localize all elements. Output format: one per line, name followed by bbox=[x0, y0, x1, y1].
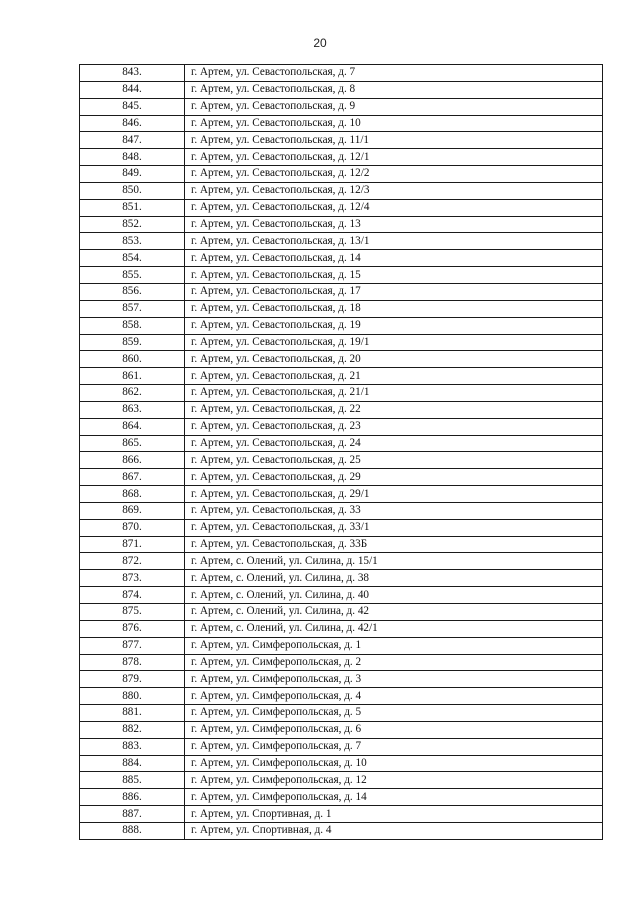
table-row bbox=[80, 486, 603, 503]
address-cell: г. Артем, ул. Спортивная, д. 4 bbox=[185, 822, 603, 839]
row-number: 876. bbox=[80, 620, 185, 637]
table-row bbox=[80, 772, 603, 789]
row-number: 845. bbox=[80, 98, 185, 115]
row-number: 878. bbox=[80, 654, 185, 671]
table-row bbox=[80, 721, 603, 738]
address-cell: г. Артем, ул. Севастопольская, д. 15 bbox=[185, 267, 603, 284]
row-number: 866. bbox=[80, 452, 185, 469]
address-cell: г. Артем, ул. Севастопольская, д. 11/1 bbox=[185, 132, 603, 149]
address-cell: г. Артем, с. Олений, ул. Силина, д. 42 bbox=[185, 604, 603, 621]
row-number: 852. bbox=[80, 216, 185, 233]
address-cell: г. Артем, ул. Севастопольская, д. 19/1 bbox=[185, 334, 603, 351]
row-number: 863. bbox=[80, 401, 185, 418]
row-number: 849. bbox=[80, 166, 185, 183]
address-cell: г. Артем, ул. Севастопольская, д. 23 bbox=[185, 418, 603, 435]
table-row bbox=[80, 283, 603, 300]
address-cell: г. Артем, ул. Симферопольская, д. 6 bbox=[185, 721, 603, 738]
row-number: 861. bbox=[80, 368, 185, 385]
table-row bbox=[80, 587, 603, 604]
address-cell: г. Артем, ул. Севастопольская, д. 12/4 bbox=[185, 199, 603, 216]
table-row bbox=[80, 368, 603, 385]
row-number: 870. bbox=[80, 519, 185, 536]
table-row bbox=[80, 755, 603, 772]
address-cell: г. Артем, с. Олений, ул. Силина, д. 42/1 bbox=[185, 620, 603, 637]
row-number: 865. bbox=[80, 435, 185, 452]
address-cell: г. Артем, ул. Севастопольская, д. 17 bbox=[185, 283, 603, 300]
row-number: 888. bbox=[80, 822, 185, 839]
table-row bbox=[80, 401, 603, 418]
table-row bbox=[80, 317, 603, 334]
page-number: 20 bbox=[313, 36, 327, 50]
address-cell: г. Артем, ул. Севастопольская, д. 21/1 bbox=[185, 385, 603, 402]
address-cell: г. Артем, ул. Симферопольская, д. 14 bbox=[185, 789, 603, 806]
address-cell: г. Артем, ул. Севастопольская, д. 33 bbox=[185, 502, 603, 519]
table-row bbox=[80, 705, 603, 722]
row-number: 868. bbox=[80, 486, 185, 503]
row-number: 853. bbox=[80, 233, 185, 250]
address-cell: г. Артем, ул. Севастопольская, д. 14 bbox=[185, 250, 603, 267]
row-number: 883. bbox=[80, 738, 185, 755]
table-row bbox=[80, 334, 603, 351]
table-row bbox=[80, 620, 603, 637]
row-number: 857. bbox=[80, 300, 185, 317]
row-number: 875. bbox=[80, 604, 185, 621]
address-cell: г. Артем, ул. Севастопольская, д. 33/1 bbox=[185, 519, 603, 536]
row-number: 856. bbox=[80, 283, 185, 300]
address-cell: г. Артем, ул. Севастопольская, д. 25 bbox=[185, 452, 603, 469]
table-row bbox=[80, 806, 603, 823]
address-cell: г. Артем, ул. Севастопольская, д. 7 bbox=[185, 65, 603, 82]
table-row bbox=[80, 435, 603, 452]
address-cell: г. Артем, ул. Севастопольская, д. 13 bbox=[185, 216, 603, 233]
address-cell: г. Артем, ул. Севастопольская, д. 24 bbox=[185, 435, 603, 452]
table-row bbox=[80, 300, 603, 317]
row-number: 869. bbox=[80, 502, 185, 519]
row-number: 872. bbox=[80, 553, 185, 570]
address-cell: г. Артем, ул. Севастопольская, д. 21 bbox=[185, 368, 603, 385]
table-row bbox=[80, 570, 603, 587]
address-cell: г. Артем, ул. Севастопольская, д. 18 bbox=[185, 300, 603, 317]
row-number: 848. bbox=[80, 149, 185, 166]
table-row bbox=[80, 637, 603, 654]
address-cell: г. Артем, ул. Севастопольская, д. 29/1 bbox=[185, 486, 603, 503]
table-row bbox=[80, 502, 603, 519]
address-cell: г. Артем, ул. Севастопольская, д. 29 bbox=[185, 469, 603, 486]
table-row bbox=[80, 98, 603, 115]
address-cell: г. Артем, ул. Севастопольская, д. 8 bbox=[185, 81, 603, 98]
row-number: 871. bbox=[80, 536, 185, 553]
table-row bbox=[80, 654, 603, 671]
row-number: 874. bbox=[80, 587, 185, 604]
row-number: 854. bbox=[80, 250, 185, 267]
row-number: 885. bbox=[80, 772, 185, 789]
table-row bbox=[80, 671, 603, 688]
address-table bbox=[79, 64, 603, 840]
row-number: 882. bbox=[80, 721, 185, 738]
table-row bbox=[80, 65, 603, 82]
address-cell: г. Артем, ул. Севастопольская, д. 12/3 bbox=[185, 182, 603, 199]
table-row bbox=[80, 469, 603, 486]
row-number: 851. bbox=[80, 199, 185, 216]
address-cell: г. Артем, с. Олений, ул. Силина, д. 15/1 bbox=[185, 553, 603, 570]
row-number: 887. bbox=[80, 806, 185, 823]
row-number: 884. bbox=[80, 755, 185, 772]
table-row bbox=[80, 519, 603, 536]
table-row bbox=[80, 166, 603, 183]
address-table-body bbox=[80, 65, 603, 840]
table-row bbox=[80, 351, 603, 368]
table-row bbox=[80, 233, 603, 250]
row-number: 850. bbox=[80, 182, 185, 199]
address-cell: г. Артем, ул. Севастопольская, д. 19 bbox=[185, 317, 603, 334]
table-row bbox=[80, 216, 603, 233]
address-cell: г. Артем, ул. Симферопольская, д. 5 bbox=[185, 705, 603, 722]
address-cell: г. Артем, ул. Севастопольская, д. 10 bbox=[185, 115, 603, 132]
table-row bbox=[80, 385, 603, 402]
row-number: 860. bbox=[80, 351, 185, 368]
table-row bbox=[80, 604, 603, 621]
row-number: 879. bbox=[80, 671, 185, 688]
table-row bbox=[80, 182, 603, 199]
table-row bbox=[80, 452, 603, 469]
address-cell: г. Артем, ул. Севастопольская, д. 12/2 bbox=[185, 166, 603, 183]
table-row bbox=[80, 418, 603, 435]
address-cell: г. Артем, ул. Севастопольская, д. 13/1 bbox=[185, 233, 603, 250]
address-cell: г. Артем, ул. Севастопольская, д. 33Б bbox=[185, 536, 603, 553]
table-row bbox=[80, 822, 603, 839]
table-row bbox=[80, 789, 603, 806]
address-cell: г. Артем, ул. Севастопольская, д. 22 bbox=[185, 401, 603, 418]
address-cell: г. Артем, ул. Севастопольская, д. 20 bbox=[185, 351, 603, 368]
row-number: 847. bbox=[80, 132, 185, 149]
address-cell: г. Артем, ул. Симферопольская, д. 7 bbox=[185, 738, 603, 755]
row-number: 877. bbox=[80, 637, 185, 654]
table-row bbox=[80, 536, 603, 553]
table-row bbox=[80, 132, 603, 149]
row-number: 855. bbox=[80, 267, 185, 284]
table-row bbox=[80, 149, 603, 166]
address-cell: г. Артем, ул. Севастопольская, д. 9 bbox=[185, 98, 603, 115]
table-row bbox=[80, 688, 603, 705]
address-cell: г. Артем, ул. Симферопольская, д. 1 bbox=[185, 637, 603, 654]
address-cell: г. Артем, ул. Симферопольская, д. 3 bbox=[185, 671, 603, 688]
row-number: 843. bbox=[80, 65, 185, 82]
address-cell: г. Артем, ул. Севастопольская, д. 12/1 bbox=[185, 149, 603, 166]
row-number: 880. bbox=[80, 688, 185, 705]
address-cell: г. Артем, ул. Симферопольская, д. 12 bbox=[185, 772, 603, 789]
table-row bbox=[80, 199, 603, 216]
table-row bbox=[80, 553, 603, 570]
row-number: 846. bbox=[80, 115, 185, 132]
address-cell: г. Артем, с. Олений, ул. Силина, д. 38 bbox=[185, 570, 603, 587]
row-number: 873. bbox=[80, 570, 185, 587]
table-row bbox=[80, 250, 603, 267]
row-number: 881. bbox=[80, 705, 185, 722]
row-number: 862. bbox=[80, 385, 185, 402]
table-row bbox=[80, 267, 603, 284]
row-number: 859. bbox=[80, 334, 185, 351]
address-cell: г. Артем, с. Олений, ул. Силина, д. 40 bbox=[185, 587, 603, 604]
row-number: 858. bbox=[80, 317, 185, 334]
address-cell: г. Артем, ул. Спортивная, д. 1 bbox=[185, 806, 603, 823]
row-number: 844. bbox=[80, 81, 185, 98]
address-cell: г. Артем, ул. Симферопольская, д. 2 bbox=[185, 654, 603, 671]
table-row bbox=[80, 738, 603, 755]
row-number: 886. bbox=[80, 789, 185, 806]
table-row bbox=[80, 115, 603, 132]
table-row bbox=[80, 81, 603, 98]
address-cell: г. Артем, ул. Симферопольская, д. 10 bbox=[185, 755, 603, 772]
address-cell: г. Артем, ул. Симферопольская, д. 4 bbox=[185, 688, 603, 705]
row-number: 867. bbox=[80, 469, 185, 486]
row-number: 864. bbox=[80, 418, 185, 435]
